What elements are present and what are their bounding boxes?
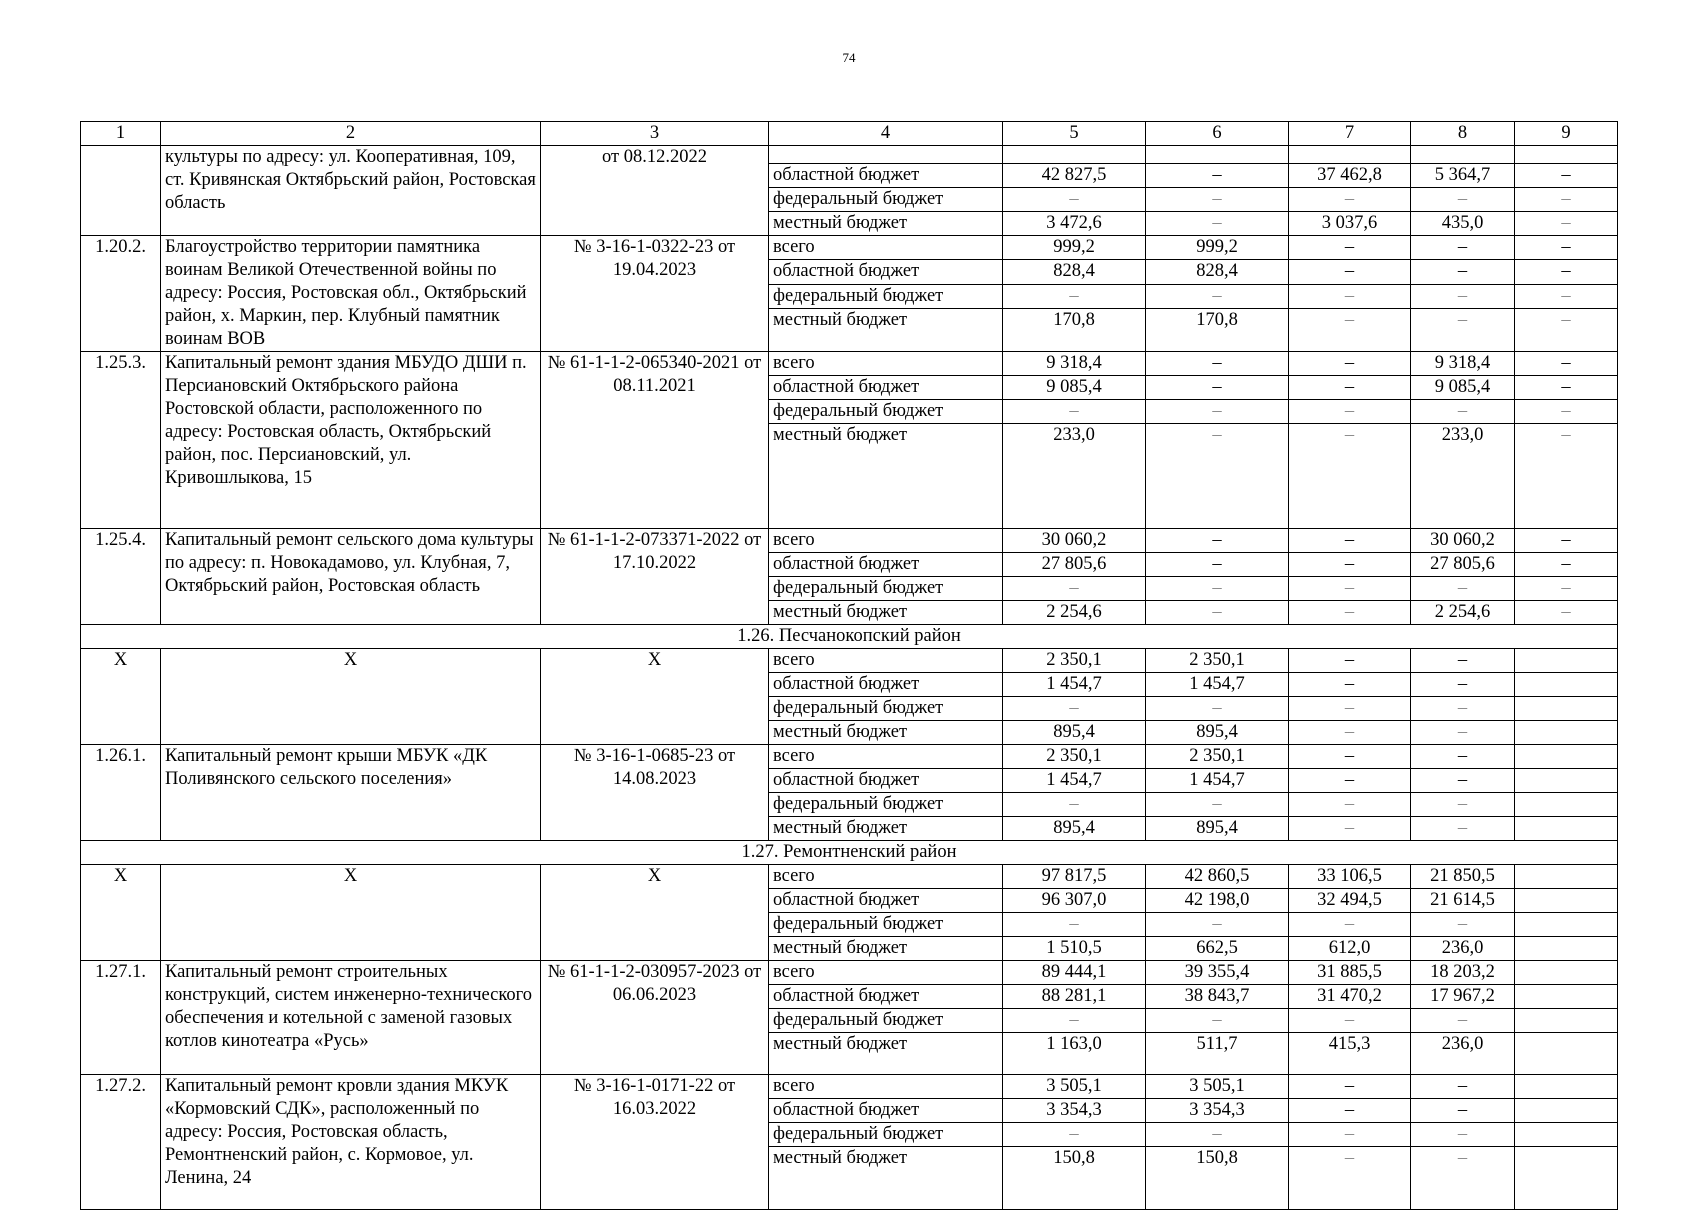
budget-source-label: областной бюджет <box>769 673 1003 697</box>
value-cell: 236,0 <box>1411 1033 1515 1075</box>
value-cell <box>1515 1009 1618 1033</box>
value-cell <box>1515 697 1618 721</box>
column-number: 8 <box>1411 122 1515 146</box>
value-cell: 895,4 <box>1146 721 1289 745</box>
value-cell: 21 850,5 <box>1411 865 1515 889</box>
item-code: 1.26.1. <box>81 745 161 841</box>
budget-source-label: всего <box>769 1075 1003 1099</box>
value-cell: – <box>1515 577 1618 601</box>
value-cell: – <box>1289 424 1411 529</box>
column-number: 7 <box>1289 122 1411 146</box>
value-cell: – <box>1411 1147 1515 1210</box>
value-cell: – <box>1289 1147 1411 1210</box>
value-cell: – <box>1515 284 1618 308</box>
value-cell: 42 860,5 <box>1146 865 1289 889</box>
value-cell: – <box>1146 376 1289 400</box>
value-cell: 89 444,1 <box>1003 961 1146 985</box>
value-cell: – <box>1515 400 1618 424</box>
budget-source-label: местный бюджет <box>769 424 1003 529</box>
value-cell: – <box>1411 309 1515 352</box>
item-document: № 61-1-1-2-030957-2023 от 06.06.2023 <box>541 961 769 1075</box>
value-cell: – <box>1515 601 1618 625</box>
value-cell: 42 827,5 <box>1003 164 1146 188</box>
value-cell: 3 472,6 <box>1003 212 1146 236</box>
empty-cell <box>1146 146 1289 164</box>
section-title: 1.26. Песчанокопский район <box>81 625 1618 649</box>
value-cell: 30 060,2 <box>1411 529 1515 553</box>
value-cell: 18 203,2 <box>1411 961 1515 985</box>
empty-cell <box>1515 146 1618 164</box>
budget-source-label: федеральный бюджет <box>769 1123 1003 1147</box>
budget-source-label: местный бюджет <box>769 212 1003 236</box>
item-description: Капитальный ремонт здания МБУДО ДШИ п. Персиановский Октябрьского района Ростовской области, расположенного по адресу: Ростовская область, Октябрьский район, пос. Персиановский, ул. Кривошлыкова, 15 <box>161 352 541 529</box>
value-cell: – <box>1411 697 1515 721</box>
budget-source-label: федеральный бюджет <box>769 913 1003 937</box>
item-description: Благоустройство территории памятника воинам Великой Отечественной войны по адресу: Россия, Ростовская обл., Октябрьский район, х. Маркин, пер. Клубный памятник воинам ВОВ <box>161 236 541 352</box>
value-cell: – <box>1003 793 1146 817</box>
table-row <box>81 649 1618 673</box>
value-cell: – <box>1411 188 1515 212</box>
table-row <box>81 146 1618 164</box>
value-cell: 3 505,1 <box>1146 1075 1289 1099</box>
table-row <box>81 1075 1618 1099</box>
column-number-row <box>81 122 1618 146</box>
value-cell: 828,4 <box>1003 260 1146 284</box>
item-code: 1.25.3. <box>81 352 161 529</box>
item-description: Х <box>161 649 541 745</box>
value-cell: 612,0 <box>1289 937 1411 961</box>
value-cell <box>1515 985 1618 1009</box>
value-cell <box>1515 649 1618 673</box>
value-cell <box>1515 1147 1618 1210</box>
value-cell: 5 364,7 <box>1411 164 1515 188</box>
table-row <box>81 745 1618 769</box>
value-cell: 88 281,1 <box>1003 985 1146 1009</box>
value-cell: 236,0 <box>1411 937 1515 961</box>
value-cell: 662,5 <box>1146 937 1289 961</box>
value-cell <box>1515 793 1618 817</box>
value-cell: – <box>1003 577 1146 601</box>
budget-source-label: федеральный бюджет <box>769 793 1003 817</box>
item-description: Капитальный ремонт строительных конструкций, систем инженерно-технического обеспечения и котельной с заменой газовых котлов кинотеатра «Русь» <box>161 961 541 1075</box>
item-document: № 3-16-1-0322-23 от 19.04.2023 <box>541 236 769 352</box>
value-cell: – <box>1146 164 1289 188</box>
budget-source-label: федеральный бюджет <box>769 1009 1003 1033</box>
budget-source-label: местный бюджет <box>769 309 1003 352</box>
value-cell: – <box>1003 1123 1146 1147</box>
item-description: Капитальный ремонт сельского дома культуры по адресу: п. Новокадамово, ул. Клубная, 7, Октябрьский район, Ростовская область <box>161 529 541 625</box>
value-cell: – <box>1289 649 1411 673</box>
value-cell: – <box>1289 236 1411 260</box>
value-cell: 32 494,5 <box>1289 889 1411 913</box>
value-cell: – <box>1411 721 1515 745</box>
column-number: 2 <box>161 122 541 146</box>
value-cell: 27 805,6 <box>1411 553 1515 577</box>
value-cell <box>1515 1123 1618 1147</box>
value-cell: – <box>1289 529 1411 553</box>
value-cell: – <box>1289 601 1411 625</box>
value-cell: – <box>1289 721 1411 745</box>
budget-source-label: федеральный бюджет <box>769 577 1003 601</box>
column-number: 6 <box>1146 122 1289 146</box>
budget-source-label: областной бюджет <box>769 260 1003 284</box>
value-cell: – <box>1003 400 1146 424</box>
value-cell: – <box>1146 793 1289 817</box>
value-cell: – <box>1289 1099 1411 1123</box>
budget-source-label: федеральный бюджет <box>769 188 1003 212</box>
empty-cell <box>1411 146 1515 164</box>
item-document: № 61-1-1-2-065340-2021 от 08.11.2021 <box>541 352 769 529</box>
value-cell: – <box>1289 673 1411 697</box>
value-cell: – <box>1411 649 1515 673</box>
value-cell: – <box>1146 424 1289 529</box>
budget-source-label: областной бюджет <box>769 376 1003 400</box>
value-cell: – <box>1146 212 1289 236</box>
value-cell: – <box>1146 553 1289 577</box>
value-cell: – <box>1146 913 1289 937</box>
value-cell: 3 354,3 <box>1003 1099 1146 1123</box>
value-cell: 170,8 <box>1146 309 1289 352</box>
table-row <box>81 352 1618 376</box>
value-cell: – <box>1003 913 1146 937</box>
value-cell: 895,4 <box>1003 817 1146 841</box>
item-code: 1.27.1. <box>81 961 161 1075</box>
value-cell <box>1515 865 1618 889</box>
value-cell: – <box>1146 529 1289 553</box>
value-cell: 9 318,4 <box>1411 352 1515 376</box>
item-document: Х <box>541 649 769 745</box>
item-description: Капитальный ремонт кровли здания МКУК «Кормовский СДК», расположенный по адресу: Россия, Ростовская область, Ремонтненский район, с. Кормовое, ул. Ленина, 24 <box>161 1075 541 1210</box>
value-cell: – <box>1146 400 1289 424</box>
value-cell: – <box>1411 284 1515 308</box>
value-cell: 511,7 <box>1146 1033 1289 1075</box>
value-cell: – <box>1146 1123 1289 1147</box>
budget-source-label: федеральный бюджет <box>769 284 1003 308</box>
value-cell: – <box>1146 697 1289 721</box>
value-cell: – <box>1411 673 1515 697</box>
value-cell: 828,4 <box>1146 260 1289 284</box>
value-cell: 39 355,4 <box>1146 961 1289 985</box>
value-cell: 999,2 <box>1003 236 1146 260</box>
value-cell: – <box>1289 769 1411 793</box>
value-cell: – <box>1003 284 1146 308</box>
section-header-row <box>81 625 1618 649</box>
value-cell: – <box>1289 352 1411 376</box>
value-cell: 9 318,4 <box>1003 352 1146 376</box>
value-cell: – <box>1289 376 1411 400</box>
value-cell: 415,3 <box>1289 1033 1411 1075</box>
value-cell <box>1515 745 1618 769</box>
budget-source-label: местный бюджет <box>769 601 1003 625</box>
value-cell: – <box>1411 1009 1515 1033</box>
value-cell: – <box>1411 400 1515 424</box>
value-cell: 37 462,8 <box>1289 164 1411 188</box>
value-cell: – <box>1411 1099 1515 1123</box>
table-row <box>81 529 1618 553</box>
budget-source-label: областной бюджет <box>769 164 1003 188</box>
value-cell: – <box>1289 309 1411 352</box>
value-cell: – <box>1515 212 1618 236</box>
value-cell <box>1515 889 1618 913</box>
budget-source-label: всего <box>769 961 1003 985</box>
value-cell: – <box>1003 188 1146 212</box>
value-cell: – <box>1289 745 1411 769</box>
value-cell: 895,4 <box>1146 817 1289 841</box>
value-cell: 1 163,0 <box>1003 1033 1146 1075</box>
item-code: 1.25.4. <box>81 529 161 625</box>
budget-source-label: областной бюджет <box>769 553 1003 577</box>
value-cell: – <box>1289 793 1411 817</box>
value-cell: 96 307,0 <box>1003 889 1146 913</box>
value-cell: 2 350,1 <box>1146 745 1289 769</box>
empty-cell <box>1003 146 1146 164</box>
empty-cell <box>769 146 1003 164</box>
column-number: 9 <box>1515 122 1618 146</box>
item-code: 1.27.2. <box>81 1075 161 1210</box>
value-cell: 233,0 <box>1411 424 1515 529</box>
value-cell <box>1515 937 1618 961</box>
value-cell: 97 817,5 <box>1003 865 1146 889</box>
value-cell: – <box>1289 260 1411 284</box>
value-cell: 2 254,6 <box>1003 601 1146 625</box>
value-cell <box>1515 817 1618 841</box>
value-cell: 27 805,6 <box>1003 553 1146 577</box>
value-cell: – <box>1411 577 1515 601</box>
value-cell: – <box>1515 309 1618 352</box>
value-cell: – <box>1515 424 1618 529</box>
value-cell: 170,8 <box>1003 309 1146 352</box>
value-cell: – <box>1289 553 1411 577</box>
value-cell: 3 354,3 <box>1146 1099 1289 1123</box>
value-cell <box>1515 913 1618 937</box>
value-cell: – <box>1515 529 1618 553</box>
budget-source-label: всего <box>769 649 1003 673</box>
value-cell: – <box>1289 577 1411 601</box>
value-cell: 3 505,1 <box>1003 1075 1146 1099</box>
budget-source-label: федеральный бюджет <box>769 400 1003 424</box>
value-cell: – <box>1515 352 1618 376</box>
value-cell: 2 254,6 <box>1411 601 1515 625</box>
budget-source-label: всего <box>769 352 1003 376</box>
value-cell: – <box>1411 1123 1515 1147</box>
value-cell: – <box>1515 164 1618 188</box>
value-cell: – <box>1411 236 1515 260</box>
item-code <box>81 146 161 236</box>
value-cell <box>1515 673 1618 697</box>
value-cell: – <box>1289 697 1411 721</box>
value-cell: – <box>1289 284 1411 308</box>
value-cell: – <box>1146 601 1289 625</box>
budget-source-label: местный бюджет <box>769 937 1003 961</box>
column-number: 3 <box>541 122 769 146</box>
value-cell: – <box>1515 376 1618 400</box>
value-cell: 31 885,5 <box>1289 961 1411 985</box>
section-header-row <box>81 841 1618 865</box>
item-document: № 61-1-1-2-073371-2022 от 17.10.2022 <box>541 529 769 625</box>
value-cell <box>1515 1033 1618 1075</box>
value-cell: – <box>1411 817 1515 841</box>
budget-table <box>80 121 1618 1210</box>
budget-source-label: всего <box>769 745 1003 769</box>
value-cell: – <box>1411 793 1515 817</box>
value-cell: 1 510,5 <box>1003 937 1146 961</box>
item-code: 1.20.2. <box>81 236 161 352</box>
value-cell <box>1515 769 1618 793</box>
table-row <box>81 961 1618 985</box>
value-cell: – <box>1146 577 1289 601</box>
page-number: 74 <box>842 50 856 65</box>
value-cell: 2 350,1 <box>1003 745 1146 769</box>
value-cell: – <box>1003 697 1146 721</box>
value-cell: – <box>1411 1075 1515 1099</box>
budget-source-label: областной бюджет <box>769 1099 1003 1123</box>
value-cell: – <box>1289 817 1411 841</box>
budget-source-label: местный бюджет <box>769 1033 1003 1075</box>
value-cell: – <box>1411 745 1515 769</box>
value-cell: 30 060,2 <box>1003 529 1146 553</box>
column-number: 4 <box>769 122 1003 146</box>
value-cell: 895,4 <box>1003 721 1146 745</box>
value-cell: – <box>1289 188 1411 212</box>
table-row <box>81 236 1618 260</box>
item-code: Х <box>81 865 161 961</box>
value-cell: 17 967,2 <box>1411 985 1515 1009</box>
value-cell: 2 350,1 <box>1003 649 1146 673</box>
value-cell: 1 454,7 <box>1146 673 1289 697</box>
value-cell: – <box>1411 260 1515 284</box>
value-cell: 1 454,7 <box>1003 769 1146 793</box>
value-cell: – <box>1289 913 1411 937</box>
value-cell: 233,0 <box>1003 424 1146 529</box>
value-cell: – <box>1515 553 1618 577</box>
value-cell <box>1515 721 1618 745</box>
budget-source-label: федеральный бюджет <box>769 697 1003 721</box>
value-cell: 31 470,2 <box>1289 985 1411 1009</box>
value-cell: 1 454,7 <box>1146 769 1289 793</box>
value-cell: 999,2 <box>1146 236 1289 260</box>
column-number: 1 <box>81 122 161 146</box>
budget-source-label: местный бюджет <box>769 1147 1003 1210</box>
item-description: Капитальный ремонт крыши МБУК «ДК Поливянского сельского поселения» <box>161 745 541 841</box>
value-cell <box>1515 1075 1618 1099</box>
value-cell: 2 350,1 <box>1146 649 1289 673</box>
item-document: № 3-16-1-0685-23 от 14.08.2023 <box>541 745 769 841</box>
value-cell: 21 614,5 <box>1411 889 1515 913</box>
value-cell: 150,8 <box>1003 1147 1146 1210</box>
value-cell: – <box>1515 188 1618 212</box>
budget-source-label: областной бюджет <box>769 889 1003 913</box>
item-document: № 3-16-1-0171-22 от 16.03.2022 <box>541 1075 769 1210</box>
column-number: 5 <box>1003 122 1146 146</box>
value-cell: 1 454,7 <box>1003 673 1146 697</box>
budget-source-label: областной бюджет <box>769 769 1003 793</box>
section-title: 1.27. Ремонтненский район <box>81 841 1618 865</box>
value-cell: – <box>1289 400 1411 424</box>
value-cell: 33 106,5 <box>1289 865 1411 889</box>
value-cell: – <box>1289 1075 1411 1099</box>
value-cell <box>1515 1099 1618 1123</box>
table-row <box>81 865 1618 889</box>
value-cell: 150,8 <box>1146 1147 1289 1210</box>
value-cell <box>1515 961 1618 985</box>
value-cell: 42 198,0 <box>1146 889 1289 913</box>
budget-source-label: областной бюджет <box>769 985 1003 1009</box>
budget-source-label: местный бюджет <box>769 721 1003 745</box>
value-cell: – <box>1146 352 1289 376</box>
value-cell: 9 085,4 <box>1003 376 1146 400</box>
value-cell: 38 843,7 <box>1146 985 1289 1009</box>
value-cell: – <box>1411 769 1515 793</box>
item-description: культуры по адресу: ул. Кооперативная, 109, ст. Кривянская Октябрьский район, Ростовская область <box>161 146 541 236</box>
value-cell: – <box>1411 913 1515 937</box>
empty-cell <box>1289 146 1411 164</box>
value-cell: – <box>1515 236 1618 260</box>
item-document: Х <box>541 865 769 961</box>
value-cell: 435,0 <box>1411 212 1515 236</box>
budget-source-label: местный бюджет <box>769 817 1003 841</box>
value-cell: – <box>1289 1123 1411 1147</box>
value-cell: – <box>1289 1009 1411 1033</box>
value-cell: 3 037,6 <box>1289 212 1411 236</box>
value-cell: – <box>1146 1009 1289 1033</box>
item-document: от 08.12.2022 <box>541 146 769 236</box>
budget-source-label: всего <box>769 865 1003 889</box>
value-cell: – <box>1146 284 1289 308</box>
item-code: Х <box>81 649 161 745</box>
item-description: Х <box>161 865 541 961</box>
value-cell: – <box>1146 188 1289 212</box>
value-cell: 9 085,4 <box>1411 376 1515 400</box>
budget-source-label: всего <box>769 529 1003 553</box>
budget-source-label: всего <box>769 236 1003 260</box>
value-cell: – <box>1003 1009 1146 1033</box>
value-cell: – <box>1515 260 1618 284</box>
